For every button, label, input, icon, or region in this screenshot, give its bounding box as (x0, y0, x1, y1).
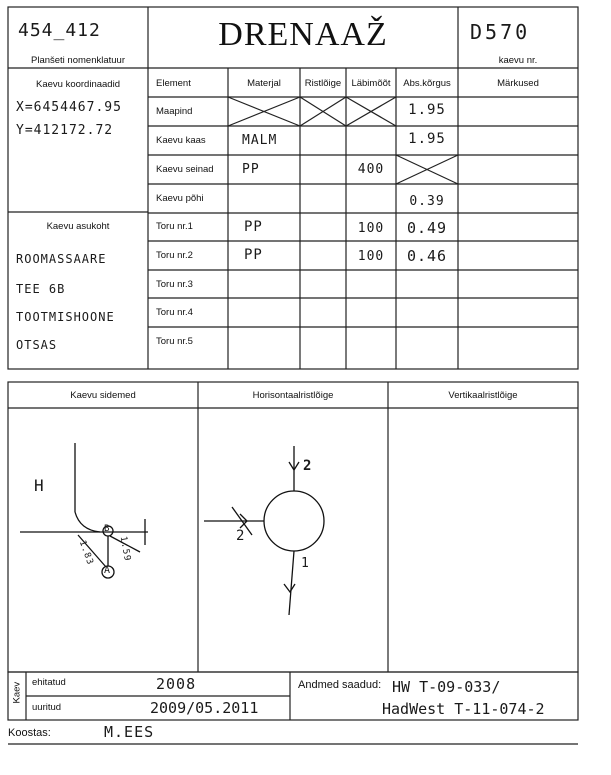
location-line: TEE 6B (16, 282, 66, 296)
column-header-material: Materjal (247, 78, 281, 89)
horizontal-section-label: Horisontaalristlõige (252, 390, 334, 401)
well-number-value: D570 (470, 20, 531, 44)
column-header-diameter: Läbimõõt (351, 78, 391, 89)
sketch-distance-b: 1.59 (117, 535, 132, 563)
row-elevation-value: 0.46 (406, 247, 448, 265)
sketch-point-a: A (104, 565, 112, 576)
column-header-notes: Märkused (497, 78, 539, 89)
row-material-value: PP (244, 247, 263, 263)
column-header-element: Element (156, 78, 191, 89)
coordinates-label: Kaevu koordinaadid (36, 79, 120, 90)
location-line: TOOTMISHOONE (16, 310, 115, 324)
well-ties-label: Kaevu sidemed (70, 390, 136, 401)
row-element-label: Maapind (156, 106, 193, 117)
row-diameter-value: 400 (357, 162, 385, 177)
location-label: Kaevu asukoht (46, 221, 110, 232)
row-diameter-value: 100 (357, 221, 385, 236)
row-elevation-value: 1.95 (408, 102, 446, 118)
pipe-label-left: 2 (236, 528, 246, 544)
row-elevation-value: 0.49 (406, 219, 448, 237)
row-material-value: PP (242, 162, 260, 177)
row-element-label: Toru nr.2 (156, 250, 193, 261)
row-element-label: Toru nr.3 (156, 279, 193, 290)
updated-value: 2009/05.2011 (150, 699, 259, 717)
built-value: 2008 (156, 675, 197, 693)
row-element-label: Kaevu seinad (156, 164, 214, 175)
location-line: OTSAS (16, 338, 58, 352)
author-value: M.EES (104, 723, 155, 741)
row-element-label: Toru nr.1 (156, 221, 193, 232)
column-header-elevation: Abs.kõrgus (403, 78, 451, 89)
updated-label: uuritud (32, 702, 62, 713)
location-line: ROOMASSAARE (16, 252, 107, 266)
pipe-label-top: 2 (303, 458, 313, 474)
row-diameter-value: 100 (357, 249, 385, 264)
row-element-label: Toru nr.4 (156, 307, 193, 318)
nomenclature-label: Planšeti nomenklatuur (31, 55, 125, 66)
well-number-label: kaevu nr. (498, 55, 538, 66)
row-material-value: MALM (242, 133, 278, 148)
row-element-label: Kaevu põhi (156, 193, 204, 204)
page-title: DRENAAŽ (218, 16, 388, 53)
sketch-h-mark: H (34, 476, 45, 495)
sketch-distance-a: 1.83 (76, 539, 95, 567)
row-elevation-value: 0.39 (409, 194, 445, 209)
row-elevation-value: 1.95 (408, 131, 446, 147)
coordinate-y: Y=412172.72 (16, 123, 114, 138)
column-header-cross-section: Ristlõige (304, 78, 342, 89)
nomenclature-value: 454_412 (18, 20, 101, 41)
data-source-line-1: HW T-09-033/ (392, 678, 501, 696)
author-label: Koostas: (8, 727, 51, 739)
built-label: ehitatud (32, 677, 66, 688)
well-vertical-label: Kaev (11, 681, 23, 704)
vertical-section-label: Vertikaalristlõige (448, 390, 518, 401)
data-source-line-2: HadWest T-11-074-2 (382, 700, 545, 718)
row-element-label: Toru nr.5 (156, 336, 193, 347)
coordinate-x: X=6454467.95 (16, 100, 122, 115)
row-element-label: Kaevu kaas (156, 135, 206, 146)
row-material-value: PP (244, 219, 263, 235)
sketch-point-b: B (104, 524, 111, 534)
data-source-label: Andmed saadud: (298, 679, 382, 691)
pipe-label-bottom: 1 (301, 556, 310, 571)
